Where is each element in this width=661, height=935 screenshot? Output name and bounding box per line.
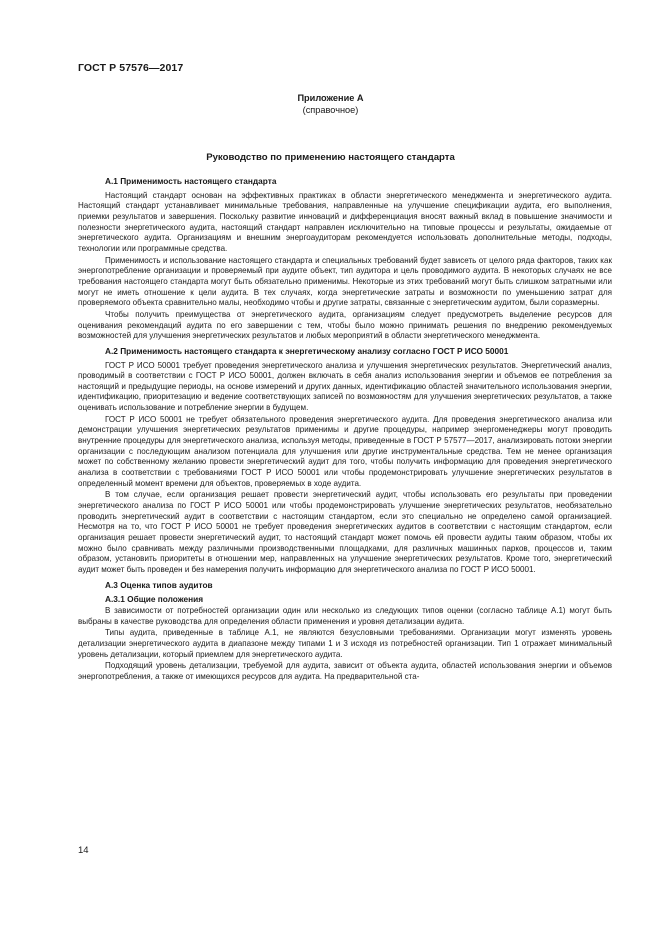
paragraph: Настоящий стандарт основан на эффективных практиках в области энергетического менеджмента и энергетического аудита. Настоящий стандарт устанавливает минимальные требования, направленные на улучшение спецификации аудита, его выполнения, приемки результатов и завершения. Поскольку развитие инноваций и дифференциация вносят важный вклад в повышение значимости и полезности энергетического аудита, настоящий стандарт направлен исключительно на типовые процессы и результаты, ожидаемые от энергетического аудита. Организациям и внешним энергоаудиторам рекомендуется использовать дополнительные методы, подходы, технологии или программные средства. [78, 190, 612, 253]
section-a2-heading: А.2 Применимость настоящего стандарта к энергетическому анализу согласно ГОСТ Р ИСО 50001 [105, 345, 509, 356]
paragraph: Чтобы получить преимущества от энергетического аудита, организациям следует предусмотреть выделение ресурсов для оценивания рекомендаций аудита по его завершении с тем, чтобы было можно принимать решения по внедрению рекомендуемых возможностей для улучшения энергетических результатов и любых мероприятий в области энергетического менеджмента. [78, 309, 612, 341]
paragraph: Типы аудита, приведенные в таблице А.1, не являются безусловными требованиями. Организации могут изменять уровень детализации энергетического аудита в диапазоне между типами 1 и 3 исходя из потребностей организации. Тип 1 отражает минимальный уровень детализации, который приемлем для энергетического аудита. [78, 628, 612, 659]
paragraph: ГОСТ Р ИСО 50001 требует проведения энергетического анализа и улучшения энергетических результатов. Энергетический анализ, проводимый в соответствии с ГОСТ Р ИСО 50001, должен включать в себя анализ использования энергии и объемов ее потребления за настоящий и предыдущие периоды, на основе измерений и других данных, идентификацию областей значительного использования энергии, идентификацию, приоритезацию и ведение соответствующих записей по возможностям для улучшения энергетических результатов, а также оценивать использование и потребление энергии в будущем. [78, 360, 612, 413]
section-a3-heading: А.3 Оценка типов аудитов [105, 579, 213, 590]
document-body [78, 176, 612, 684]
paragraph: Подходящий уровень детализации, требуемой для аудита, зависит от объекта аудита, областей использования энергии и объемов энергопотребления, а также от имеющихся ресурсов для аудита. На предварительной ста- [78, 661, 612, 681]
annex-title [0, 92, 661, 116]
paragraph: В том случае, если организация решает провести энергетический аудит, чтобы использовать его результаты при проведении энергетического анализа по ГОСТ Р ИСО 50001 или чтобы продемонстрировать улучшение энергетических результатов, необязательно проводить энергетический аудит в соответствии с настоящим стандартом, если это специально не определено самой организацией. Несмотря на то, что ГОСТ Р ИСО 50001 не требует проведения энергетических аудитов в соответствии с настоящим стандартом, если организация решает провести энергетический аудит, то настоящий стандарт может помочь ей провести аудиты таким образом, чтобы их можно было сравнивать между различными производственными площадками, для различных машинных парков, процессов и, таким образом, установить приоритеты в отношении мер, направленных на улучшение энергетических результатов. Кроме того, энергетический аудит может быть проведен и без намерения получить информацию для энергетического анализа по ГОСТ Р ИСО 50001. [78, 490, 612, 574]
paragraph: ГОСТ Р ИСО 50001 не требует обязательного проведения энергетического аудита. Для проведения энергетического анализа или демонстрации улучшения энергетических результатов применимы и другие процедуры, например энергоменеджеры могут проводить внутренние процедуры для энергетического анализа, используя методы, приведенные в ГОСТ Р 57577—2017, анализировать потоки энергии организации с последующим анализом потенциала для улучшения или другие инструментальные средства. Тем не менее организация может по собственному желанию провести энергетический аудит для того, чтобы получить информацию для проведения энергетического анализа в соответствии с требованиями ГОСТ Р ИСО 50001 или чтобы продемонстрировать улучшение энергетических результатов в определенный момент времени для объектов, проверяемых в ходе аудита. [78, 414, 612, 488]
document-title: Руководство по применению настоящего стандарта [206, 152, 455, 163]
annex-note: (справочное) [302, 105, 359, 115]
subsection-a3-1-heading: А.3.1 Общие положения [105, 594, 204, 605]
section-a1-heading: А.1 Применимость настоящего стандарта [105, 176, 277, 186]
annex-label: Приложение А [297, 93, 364, 103]
standard-header: ГОСТ Р 57576—2017 [78, 62, 184, 74]
paragraph: В зависимости от потребностей организации один или несколько из следующих типов оценки (согласно таблице А.1) могут быть выбраны в качестве руководства для определения области применения и уровня детализации аудита. [78, 605, 612, 626]
paragraph: Применимость и использование настоящего стандарта и специальных требований будет зависеть от целого ряда факторов, таких как энергопотребление организации и проверяемый при аудите объект, тип аудитора и цель проводимого аудита. В некоторых случаях не все требования настоящего стандарта могут быть обязательно применимы. Некоторые из этих требований могут быть слишком затратными или могут не иметь отношение к цели аудита. В тех случаях, когда энергетические затраты и возможности по уменьшению затрат для проверяемого объекта сравнительно малы, необходимо чтобы и другие затраты, связанные с энергетическим аудитом, были соразмерны. [78, 255, 612, 308]
page-number: 14 [78, 845, 89, 856]
